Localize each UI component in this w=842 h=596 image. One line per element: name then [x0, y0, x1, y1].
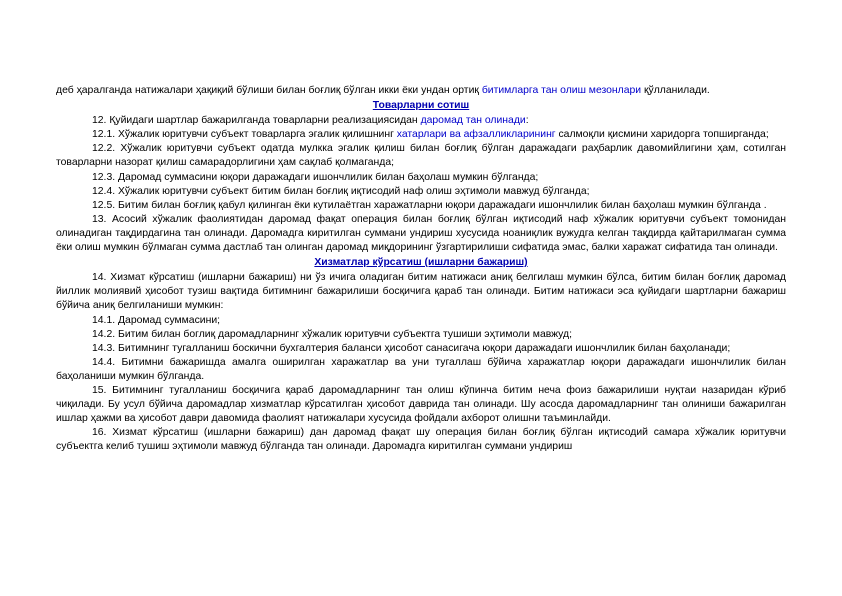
text-run: салмоқли қисмини харидорга топширганда; — [555, 129, 769, 141]
paragraph — [56, 199, 786, 213]
paragraph — [56, 426, 786, 454]
paragraph — [56, 213, 786, 255]
paragraph — [56, 84, 786, 98]
text-run: 14.1. Даромад суммасини; — [92, 314, 221, 326]
paragraph — [56, 142, 786, 170]
text-run: 14.3. Битимнинг тугалланиш боскични бухгалтерия баланси ҳисобот санасигача юқори даражадаги ишончлилик билан баҳоланади; — [92, 342, 731, 354]
text-run: : — [525, 115, 529, 127]
highlighted-text-run: битимларга тан олиш мезонлари — [481, 85, 642, 96]
text-run: 14.2. Битим билан боглиқ даромадларнинг хўжалик юритувчи субъектга тушиши эҳтимоли мавжуд; — [92, 328, 572, 340]
paragraph — [56, 271, 786, 313]
section-heading-text: Хизматлар кўрсатиш (ишларни бажариш) — [314, 257, 528, 269]
text-run: 13. Асосий хўжалик фаолиятидан даромад фақат операция билан боғлиқ бўлган иқтисодий наф хўжалик юритувчи субъект томонидан олинадиган тақдирдагина тан олинади. Даромадга киритилган суммани ундириш хусусида ноаниқлик вужудга келган тақдирда қайтарилмаган сумма ёки олиш мумкин бўлмаган сумма дастлаб тан олинган даромад миқдорининг ўзгартирилиши сифатида эмас, балки харажат сифатида тан олинади. — [56, 213, 786, 254]
paragraph — [56, 171, 786, 185]
paragraph — [56, 114, 786, 128]
paragraph — [56, 342, 786, 356]
text-run: қўлланилади. — [641, 85, 710, 96]
highlighted-text-run: даромад тан олинади — [420, 115, 526, 127]
text-run: 12.3. Даромад суммасини юқори даражадаги ишончлилик билан баҳолаш мумкин бўлганда; — [92, 171, 539, 183]
paragraph — [56, 356, 786, 384]
paragraph — [56, 328, 786, 342]
text-run: 14.4. Битимни бажаришда амалга оширилган харажатлар ва уни тугаллаш бўйича харажатлар юқори даражадаги ишончлилик билан баҳоланиши мумкин бўлганда. — [56, 356, 786, 382]
section-heading — [56, 99, 786, 113]
paragraph — [56, 185, 786, 199]
text-run: деб ҳаралганда натижалари ҳақиқий бўлиши билан боғлиқ бўлган икки ёки ундан ортиқ — [56, 85, 482, 96]
text-run: 16. Хизмат кўрсатиш (ишларни бажариш) дан даромад фақат шу операция билан боғлиқ бўлган иқтисодий самара хўжалик юритувчи субъектга келиб тушиш эҳтимоли мавжуд бўлганда тан олинади. Даромадга киритилган суммани ундириш — [56, 427, 786, 453]
text-run: 12. Қуйидаги шартлар бажарилганда товарларни реализациясидан — [92, 115, 421, 127]
highlighted-text-run: хатарлари ва афзалликларининг — [396, 129, 556, 141]
paragraph — [56, 384, 786, 426]
text-run: 12.2. Хўжалик юритувчи субъект одатда мулкка эгалик қилиш билан боғлиқ бўлган даражадаги раҳбарлик давомийлигини ҳам, сотилган товарларни назорат қилиш самарадорлигини ҳам сақлаб қолмаганда; — [56, 143, 786, 169]
text-run: 14. Хизмат кўрсатиш (ишларни бажариш) ни ўз ичига оладиган битим натижаси аниқ белгилаш мумкин бўлса, битим билан боғлиқ даромад йиллик молиявий ҳисобот тузиш вақтида битимнинг бажарилиши босқичига қараб тан олинади. Битим натижаси эса қуйидаги шартларни бажариш бўйича аниқ белгиланиши мумкин: — [56, 272, 786, 312]
section-heading — [56, 256, 786, 270]
text-run: 15. Битимнинг тугалланиш босқичига қараб даромадларнинг тан олиш кўпинча битим неча фоиз бажарилиши нуқтаи назаридан кўриб чиқилади. Бу усул бўйича даромадлар хизматлар кўрсатилган ҳисобот даврида тан олинади. Шу асосда даромадларнинг тан олиниши бажарилган ишлар ҳажми ва ҳисобот даври давомида фаолият натижалари хусусида фойдали ахборот олишни таъминлайди. — [56, 384, 786, 425]
paragraph — [56, 128, 786, 142]
section-heading-text: Товарларни сотиш — [372, 100, 470, 112]
document-body — [56, 84, 786, 454]
paragraph — [56, 314, 786, 328]
text-run: 12.1. Хўжалик юритувчи субъект товарларга эгалик қилишнинг — [92, 129, 397, 141]
text-run: 12.5. Битим билан боғлиқ қабул қилинган ёки кутилаётган харажатларни юқори даражадаги ишончлилик билан баҳолаш мумкин бўлганда . — [92, 199, 767, 211]
text-run: 12.4. Хўжалик юритувчи субъект битим билан боғлиқ иқтисодий наф олиш эҳтимоли мавжуд бўлганда; — [92, 185, 590, 197]
